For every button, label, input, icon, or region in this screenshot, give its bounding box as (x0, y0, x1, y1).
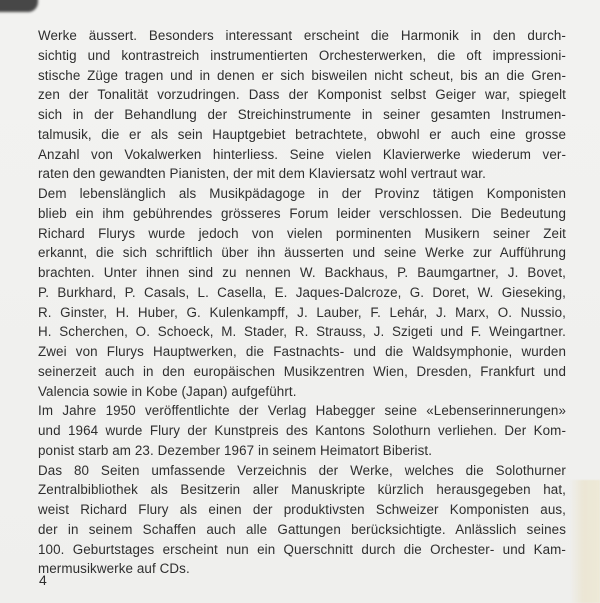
text-line: zen der Tonalität vorzudringen. Dass der Komponist selbst Geiger war, spiegelt (38, 87, 566, 103)
scan-edge-tint (570, 480, 600, 603)
text-line: raten den gewandten Pianisten, der mit dem Klaviersatz wohl vertraut war. (38, 166, 486, 182)
text-line: Das 80 Seiten umfassende Verzeichnis der Werke, welches die Solothurner (38, 462, 566, 478)
text-line: Werke äussert. Besonders interessant erscheint die Harmonik in den durch- (38, 28, 566, 43)
text-line: Im Jahre 1950 veröffentlichte der Verlag Habegger seine «Lebenserinnerungen» (38, 403, 566, 419)
text-line: weist Richard Flury als einen der produktivsten Schweizer Komponisten aus, (38, 502, 566, 517)
text-line: Dem lebenslänglich als Musikpädagoge in der Provinz tätigen Komponisten (38, 186, 566, 201)
text-line: R. Ginster, H. Huber, G. Kulenkampff, J. Lauber, F. Lehár, J. Marx, O. Nussio, (38, 304, 566, 320)
text-line: erkannt, die sich schriftlich über ihn äusserten und seine Werke zur Aufführung (38, 245, 566, 261)
text-line: Valencia sowie in Kobe (Japan) aufgeführt. (38, 383, 297, 399)
text-line: seinerzeit auch in den europäischen Musikzentren Wien, Dresden, Frankfurt und (38, 363, 566, 379)
text-line: brachten. Unter ihnen sind zu nennen W. Backhaus, P. Baumgartner, J. Bovet, (38, 265, 566, 280)
text-line: stische Züge tragen und in denen er sich bisweilen nicht scheut, bis an die Gren- (38, 67, 566, 83)
scan-corner-artifact (0, 0, 38, 12)
page-number: 4 (39, 572, 47, 588)
text-line: sich in der Behandlung der Streichinstrumente in seiner gesamten Instrumen- (38, 107, 566, 122)
text-line: sichtig und kontrastreich instrumentierten Orchesterwerken, die oft impressioni- (38, 47, 566, 63)
text-line: ponist starb am 23. Dezember 1967 in seinem Heimatort Biberist. (38, 442, 433, 458)
text-line: Anzahl von Vokalwerken hinterliess. Seine vielen Klavierwerke wiederum ver- (38, 146, 566, 162)
text-line: der in seinem Schaffen auch alle Gattungen berücksichtigte. Anlässlich seines (38, 521, 566, 537)
text-line: P. Burkhard, P. Casals, L. Casella, E. Jaques-Dalcroze, G. Doret, W. Gieseking, (38, 284, 566, 300)
text-line: mermusikwerke auf CDs. (38, 561, 190, 577)
text-line: talmusik, die er als sein Hauptgebiet betrachtete, obwohl er auch eine grosse (38, 126, 566, 142)
text-line: 100. Geburtstages erscheint nun ein Querschnitt durch die Orchester- und Kam- (38, 541, 566, 557)
text-line: Zentralbibliothek als Besitzerin aller Manuskripte kürzlich herausgegeben hat, (38, 482, 566, 498)
text-line: und 1964 wurde Flury der Kunstpreis des Kantons Solothurn verliehen. Der Kom- (38, 423, 566, 438)
text-line: Zwei von Flurys Hauptwerken, die Fastnachts- und die Waldsymphonie, wurden (38, 344, 566, 359)
text-block (38, 26, 566, 579)
text-line: H. Scherchen, O. Schoeck, M. Stader, R. Strauss, J. Szigeti und F. Weingartner. (38, 324, 566, 340)
text-line: blieb ein ihm gebührendes grösseres Forum leider verschlossen. Die Bedeutung (38, 205, 566, 221)
text-line: Richard Flurys wurde jedoch von vielen porminenten Musikern seiner Zeit (38, 225, 566, 241)
